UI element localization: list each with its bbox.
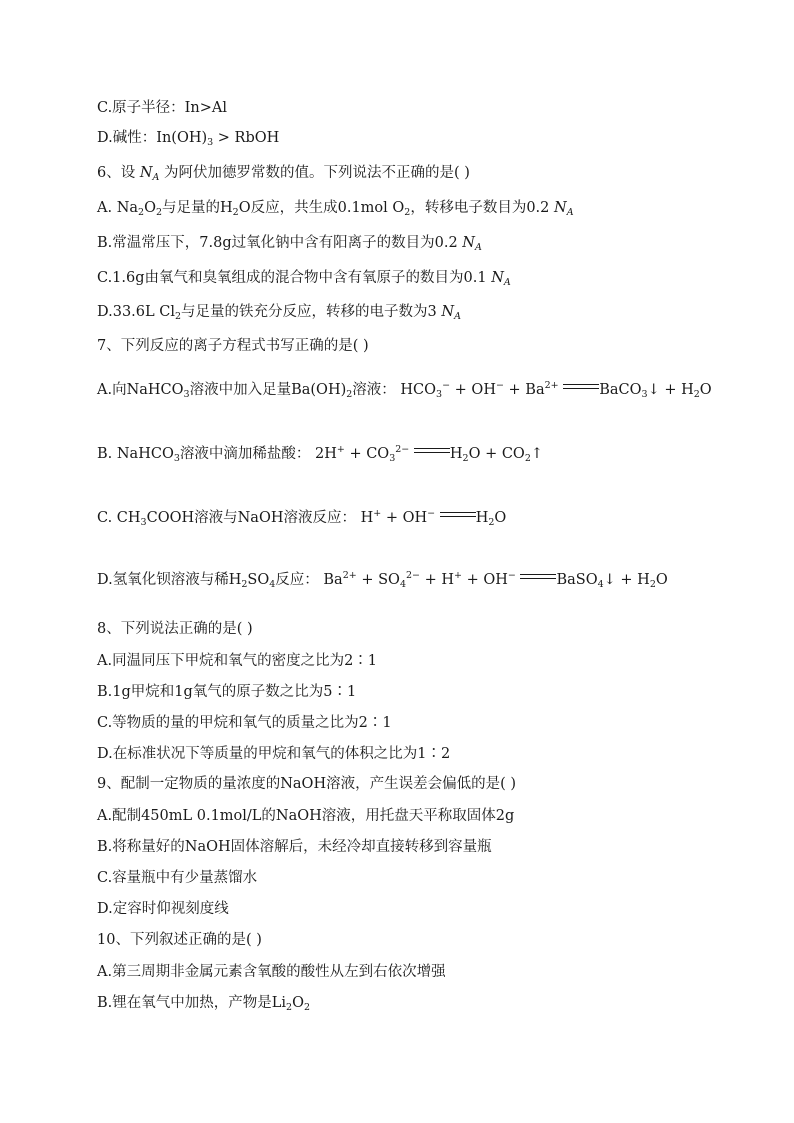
q5-option-c [97,98,227,118]
equals-arrow-icon [520,572,556,582]
q8-option-d: D.在标准状况下等质量的甲烷和氧气的体积之比为1∶2 [97,746,451,762]
q5-option-d: D.碱性：$In(OH)_3$ > RbOH [97,130,280,148]
q7-option-d: D.氢氧化钡溶液与稀$H_2SO_4$反应： $Ba^{2+} + SO_4^{2-} + H^+ + OH^-$ BaSO$_4$↓ + $H_2O$ [97,570,668,590]
q8-option-a: A.同温同压下甲烷和氧气的密度之比为2∶1 [97,653,378,669]
equation-b: $2H^+ + CO_3^{2-}$ $H_2O$ + $CO_2↑$ [315,444,544,464]
q5-option-c-text: C.原子半径：In>Al [97,100,228,116]
q9-option-c: C.容量瓶中有少量蒸馏水 [97,870,258,886]
q8-stem: 8、下列说法正确的是( ) [97,621,253,637]
q7-option-b: B. NaHCO$_3$溶液中滴加稀盐酸： $2H^+ + CO_3^{2-}$ $H_2O$ + $CO_2↑$ [97,444,544,464]
q7-option-c: C. $CH_3COOH$溶液与NaOH溶液反应： H+ + OH− $H_2O$ [97,508,507,528]
q9-option-b: B.将称量好的NaOH固体溶解后，未经冷却直接转移到容量瓶 [97,839,492,855]
formula-in-oh3: $In(OH)_3$ > RbOH [156,130,280,148]
q8-option-c: C.等物质的量的甲烷和氧气的质量之比为2∶1 [97,715,392,731]
q6-option-c: C.1.6g由氧气和臭氧组成的混合物中含有氧原子的数目为0.1 $N_A$ [97,270,511,288]
equation-d: $Ba^{2+} + SO_4^{2-} + H^+ + OH^-$ BaSO$_4$↓ + $H_2O$ [323,570,668,590]
q10-option-b: B.锂在氧气中加热，产物是$Li_2O_2$ [97,995,311,1013]
equation-a: $HCO_3^- + OH^- + Ba^{2+}$ BaCO$_3$↓ + $H_2O$ [400,380,712,400]
equals-arrow-icon [440,510,476,520]
equals-arrow-icon [563,382,599,392]
q8-option-b: B.1g甲烷和1g氧气的原子数之比为5∶1 [97,684,357,700]
q7-option-a: A.向NaHCO$_3$溶液中加入足量$Ba(OH)_2$溶液： $HCO_3^- + OH^- + Ba^{2+}$ BaCO$_3$↓ + $H_2O$ [97,380,712,400]
equals-arrow-icon [414,446,450,456]
q6-stem: 6、设 $N_A$ 为阿伏加德罗常数的值。下列说法不正确的是( ) [97,165,470,183]
q10-option-a: A.第三周期非金属元素含氧酸的酸性从左到右依次增强 [97,964,446,980]
q7-stem: 7、下列反应的离子方程式书写正确的是( ) [97,338,369,354]
q6-option-b: B.常温常压下，7.8g过氧化钠中含有阳离子的数目为0.2 $N_A$ [97,235,482,253]
q9-stem: 9、配制一定物质的量浓度的NaOH溶液，产生误差会偏低的是( ) [97,776,517,792]
q6-option-a: A. $Na_2O_2$与足量的$H_2O$反应，共生成0.1mol $O_2$，转移电子数目为0.2 $N_A$ [97,200,574,218]
q9-option-a: A.配制450mL 0.1mol/L的NaOH溶液，用托盘天平称取固体2g [97,808,515,824]
q9-option-d: D.定容时仰视刻度线 [97,901,229,917]
q10-stem: 10、下列叙述正确的是( ) [97,932,262,948]
q6-option-d: D.33.6L $Cl_2$与足量的铁充分反应，转移的电子数为3 $N_A$ [97,304,461,322]
equation-c: H+ + OH− $H_2O$ [360,508,507,528]
